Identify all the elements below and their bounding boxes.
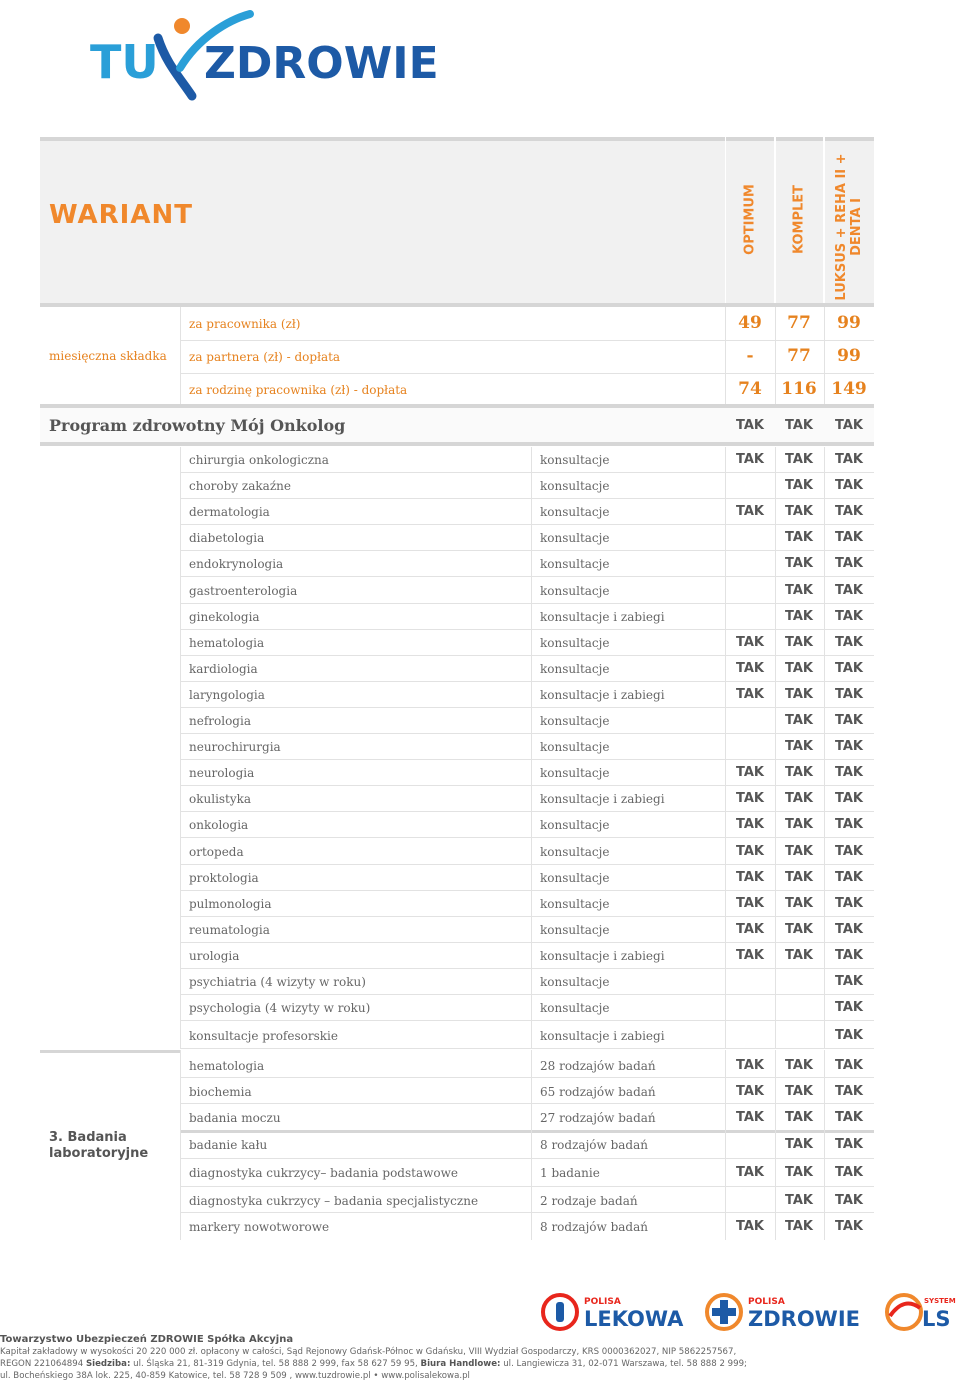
footer-line2: REGON 221064894 Siedziba: ul. Śląska 21, 81-319 Gdynia, tel. 58 888 2 999, fax 58 627 59 95, Biura Handlowe: ul. Langiewicza 31, 02-071 Warszawa, tel. 58 888 2 999;	[0, 1359, 747, 1369]
consultation-value: TAK	[736, 452, 764, 467]
consultation-name: ortopeda	[189, 845, 244, 859]
consultation-value: TAK	[835, 974, 863, 989]
row-divider	[180, 1103, 874, 1104]
header-separator	[40, 303, 874, 307]
consultation-value: TAK	[835, 1000, 863, 1015]
lab-type: 1 badanie	[540, 1166, 600, 1180]
consultation-name: diabetologia	[189, 531, 265, 545]
row-divider	[180, 655, 874, 656]
consultation-name: chirurgia onkologiczna	[189, 453, 329, 467]
premium-value: 99	[837, 346, 861, 366]
premium-row-label: za pracownika (zł)	[189, 317, 301, 331]
lab-value: TAK	[835, 1193, 863, 1208]
consultation-type: konsultacje	[540, 923, 610, 937]
row-divider	[180, 524, 874, 525]
row-divider	[180, 916, 874, 917]
lab-name: hematologia	[189, 1059, 265, 1073]
consultation-name: laryngologia	[189, 688, 265, 702]
consultation-value: TAK	[785, 687, 813, 702]
consultation-type: konsultacje i zabiegi	[540, 1029, 665, 1043]
consultation-type: konsultacje	[540, 584, 610, 598]
svg-text:SYSTEM: SYSTEM	[924, 1297, 956, 1305]
lab-type: 8 rodzajów badań	[540, 1138, 648, 1152]
consultation-name: konsultacje profesorskie	[189, 1029, 338, 1043]
lab-value: TAK	[835, 1084, 863, 1099]
lab-label: 3. Badania laboratoryjne	[49, 1130, 149, 1161]
lab-value: TAK	[736, 1084, 764, 1099]
lab-value: TAK	[785, 1084, 813, 1099]
consultation-value: TAK	[736, 844, 764, 859]
row-divider	[180, 733, 874, 734]
row-divider	[180, 1158, 874, 1159]
row-divider	[180, 1020, 874, 1021]
consultation-name: psychologia (4 wizyty w roku)	[189, 1001, 371, 1015]
lab-value: TAK	[835, 1110, 863, 1125]
lab-value: TAK	[736, 1165, 764, 1180]
consultation-value: TAK	[835, 556, 863, 571]
consultation-name: endokrynologia	[189, 557, 284, 571]
row-divider	[180, 994, 874, 995]
consultation-type: konsultacje	[540, 714, 610, 728]
consultation-value: TAK	[785, 504, 813, 519]
lab-type: 65 rodzajów badań	[540, 1085, 656, 1099]
consultation-name: urologia	[189, 949, 240, 963]
row-divider	[180, 681, 874, 682]
consultation-type: konsultacje	[540, 662, 610, 676]
col-divider	[824, 1050, 825, 1240]
program-value: TAK	[785, 418, 813, 433]
row-divider	[180, 968, 874, 969]
consultation-type: konsultacje	[540, 1001, 610, 1015]
row-divider	[180, 837, 874, 838]
consultation-value: TAK	[785, 844, 813, 859]
consultation-type: konsultacje	[540, 479, 610, 493]
consultation-value: TAK	[736, 791, 764, 806]
consultation-name: ginekologia	[189, 610, 260, 624]
lab-value: TAK	[785, 1137, 813, 1152]
svg-text:ZDROWIE: ZDROWIE	[204, 38, 439, 89]
row-divider	[180, 1048, 874, 1049]
row-divider	[180, 1212, 874, 1213]
premium-value: 49	[738, 313, 762, 333]
row-divider	[180, 603, 874, 604]
col-divider	[725, 447, 726, 1049]
col-divider	[775, 1050, 776, 1240]
svg-text:LS: LS	[922, 1307, 951, 1331]
consultation-value: TAK	[835, 870, 863, 885]
consultation-value: TAK	[785, 478, 813, 493]
consultation-name: pulmonologia	[189, 897, 272, 911]
consultation-value: TAK	[785, 556, 813, 571]
row-divider	[180, 707, 874, 708]
row-divider	[180, 498, 874, 499]
lab-value: TAK	[785, 1193, 813, 1208]
consultation-name: reumatologia	[189, 923, 270, 937]
consultation-value: TAK	[736, 661, 764, 676]
lab-value: TAK	[785, 1165, 813, 1180]
consultation-value: TAK	[835, 1028, 863, 1043]
consultation-value: TAK	[835, 635, 863, 650]
consultation-value: TAK	[736, 817, 764, 832]
lab-type: 8 rodzajów badań	[540, 1220, 648, 1234]
consultation-value: TAK	[835, 817, 863, 832]
col-divider	[180, 307, 181, 404]
tu-zdrowie-logo	[88, 8, 458, 103]
consultation-name: okulistyka	[189, 792, 252, 806]
lab-value: TAK	[835, 1058, 863, 1073]
system-ls-logo	[884, 1290, 958, 1332]
consultation-name: proktologia	[189, 871, 259, 885]
page-title: WARIANT	[49, 200, 193, 230]
consultation-value: TAK	[835, 504, 863, 519]
consultation-name: neurologia	[189, 766, 255, 780]
premium-label: miesięczna składka	[49, 349, 167, 363]
consultation-value: TAK	[785, 530, 813, 545]
row-divider	[180, 576, 874, 577]
consultation-value: TAK	[736, 635, 764, 650]
consultation-value: TAK	[785, 609, 813, 624]
col-divider	[775, 447, 776, 1049]
lab-name: diagnostyka cukrzycy – badania specjalistyczne	[189, 1194, 479, 1208]
col-divider	[180, 1050, 181, 1240]
lab-name: badania moczu	[189, 1111, 281, 1125]
premium-value: 74	[738, 379, 762, 399]
consultation-type: konsultacje	[540, 871, 610, 885]
consultation-type: konsultacje i zabiegi	[540, 949, 665, 963]
program-value: TAK	[835, 418, 863, 433]
consultation-value: TAK	[736, 922, 764, 937]
consultation-type: konsultacje i zabiegi	[540, 792, 665, 806]
consultation-value: TAK	[835, 609, 863, 624]
premium-value: 149	[831, 379, 867, 399]
row-divider	[180, 942, 874, 943]
consultation-value: TAK	[736, 504, 764, 519]
col-divider	[180, 447, 181, 1049]
consultation-value: TAK	[785, 896, 813, 911]
consultation-name: dermatologia	[189, 505, 270, 519]
lab-type: 28 rodzajów badań	[540, 1059, 656, 1073]
svg-text:TU: TU	[90, 35, 159, 89]
row-divider	[180, 864, 874, 865]
footer-company: Towarzystwo Ubezpieczeń ZDROWIE Spółka Akcyjna	[0, 1334, 294, 1345]
consultation-value: TAK	[835, 661, 863, 676]
consultation-name: neurochirurgia	[189, 740, 281, 754]
consultation-value: TAK	[785, 817, 813, 832]
premium-value: 77	[787, 346, 811, 366]
row-divider	[180, 811, 874, 812]
lab-separator	[40, 1050, 180, 1053]
lab-value: TAK	[736, 1058, 764, 1073]
row-divider	[180, 759, 874, 760]
consultation-value: TAK	[736, 687, 764, 702]
consultation-type: konsultacje	[540, 740, 610, 754]
col-divider	[775, 307, 776, 404]
premium-value: 99	[837, 313, 861, 333]
footer-legal	[0, 1334, 830, 1382]
consultation-name: hematologia	[189, 636, 265, 650]
row-divider	[180, 550, 874, 551]
premium-value: -	[746, 346, 754, 366]
consultation-name: onkologia	[189, 818, 249, 832]
consultation-type: konsultacje	[540, 975, 610, 989]
polisa-zdrowie-logo	[704, 1290, 869, 1332]
consultation-value: TAK	[835, 896, 863, 911]
consultation-value: TAK	[835, 583, 863, 598]
consultation-type: konsultacje	[540, 636, 610, 650]
consultation-value: TAK	[785, 765, 813, 780]
lab-value: TAK	[835, 1219, 863, 1234]
consultation-name: psychiatria (4 wizyty w roku)	[189, 975, 366, 989]
row-divider	[180, 1186, 874, 1187]
consultation-type: konsultacje	[540, 818, 610, 832]
consultation-value: TAK	[736, 870, 764, 885]
svg-text:LEKOWA: LEKOWA	[584, 1307, 684, 1331]
consultation-value: TAK	[736, 896, 764, 911]
consultation-value: TAK	[835, 765, 863, 780]
consultation-value: TAK	[785, 713, 813, 728]
premium-value: 116	[781, 379, 817, 399]
column-header-komplet: KOMPLET	[791, 184, 807, 255]
lab-name: markery nowotworowe	[189, 1220, 330, 1234]
consultation-name: nefrologia	[189, 714, 251, 728]
consultation-value: TAK	[835, 478, 863, 493]
consultation-value: TAK	[785, 661, 813, 676]
lab-value: TAK	[835, 1137, 863, 1152]
consultation-type: konsultacje i zabiegi	[540, 688, 665, 702]
lab-value: TAK	[785, 1219, 813, 1234]
consultation-type: konsultacje	[540, 531, 610, 545]
lab-value: TAK	[736, 1110, 764, 1125]
consultation-type: konsultacje	[540, 897, 610, 911]
lab-type: 2 rodzaje badań	[540, 1194, 638, 1208]
consultation-value: TAK	[835, 844, 863, 859]
consultation-value: TAK	[785, 922, 813, 937]
premium-value: 77	[787, 313, 811, 333]
program-separator	[40, 442, 874, 446]
consultation-name: choroby zakaźne	[189, 479, 291, 493]
lab-value: TAK	[785, 1110, 813, 1125]
row-divider	[180, 629, 874, 630]
consultation-value: TAK	[785, 739, 813, 754]
consultation-value: TAK	[835, 687, 863, 702]
consultation-type: konsultacje i zabiegi	[540, 610, 665, 624]
col-divider	[725, 1050, 726, 1240]
consultation-value: TAK	[835, 530, 863, 545]
col-divider	[824, 307, 825, 404]
svg-text:ZDROWIE: ZDROWIE	[748, 1307, 861, 1331]
consultation-type: konsultacje	[540, 557, 610, 571]
footer-line1: Kapitał zakładowy w wysokości 20 220 000 zł. opłacony w całości, Sąd Rejonowy Gdańsk-Północ w Gdańsku, VIII Wydział Gospodarczy, KRS 0000362027, NIP 5862257567,	[0, 1347, 737, 1357]
row-divider	[180, 785, 874, 786]
consultation-name: gastroenterologia	[189, 584, 298, 598]
lab-type: 27 rodzajów badań	[540, 1111, 656, 1125]
consultation-value: TAK	[835, 922, 863, 937]
lab-value: TAK	[835, 1165, 863, 1180]
consultation-value: TAK	[736, 948, 764, 963]
consultation-value: TAK	[785, 583, 813, 598]
svg-text:POLISA: POLISA	[748, 1297, 785, 1307]
consultation-type: konsultacje	[540, 505, 610, 519]
col-divider	[824, 447, 825, 1049]
premium-row-label: za partnera (zł) - dopłata	[189, 350, 341, 364]
program-value: TAK	[736, 418, 764, 433]
row-divider	[180, 340, 874, 341]
consultation-value: TAK	[835, 948, 863, 963]
row-divider	[180, 1130, 874, 1133]
row-divider	[180, 373, 874, 374]
column-header-luksus: LUKSUS + REHA II + DENTA I	[834, 153, 864, 301]
row-divider	[180, 890, 874, 891]
consultation-value: TAK	[736, 765, 764, 780]
column-header-optimum: OPTIMUM	[742, 184, 758, 255]
consultation-name: kardiologia	[189, 662, 258, 676]
consultation-value: TAK	[785, 791, 813, 806]
svg-text:POLISA: POLISA	[584, 1297, 621, 1307]
footer-line3: ul. Bocheńskiego 38A lok. 225, 40-859 Katowice, tel. 58 728 9 509 , www.tuzdrowie.pl • www.polisalekowa.pl	[0, 1371, 470, 1381]
program-title: Program zdrowotny Mój Onkolog	[49, 416, 346, 435]
lab-name: biochemia	[189, 1085, 252, 1099]
lab-name: badanie kału	[189, 1138, 268, 1152]
consultation-value: TAK	[835, 791, 863, 806]
consultation-value: TAK	[835, 452, 863, 467]
lab-value: TAK	[736, 1219, 764, 1234]
col-divider	[725, 307, 726, 404]
col-divider	[531, 1050, 532, 1240]
lab-name: diagnostyka cukrzycy– badania podstawowe	[189, 1166, 458, 1180]
consultation-type: konsultacje	[540, 453, 610, 467]
consultation-value: TAK	[785, 452, 813, 467]
consultation-value: TAK	[785, 870, 813, 885]
consultation-type: konsultacje	[540, 845, 610, 859]
consultation-value: TAK	[785, 948, 813, 963]
lab-value: TAK	[785, 1058, 813, 1073]
consultation-value: TAK	[835, 739, 863, 754]
consultation-value: TAK	[785, 635, 813, 650]
polisa-lekowa-logo	[540, 1290, 690, 1332]
col-divider	[531, 447, 532, 1049]
premium-row-label: za rodzinę pracownika (zł) - dopłata	[189, 383, 408, 397]
consultation-value: TAK	[835, 713, 863, 728]
row-divider	[180, 1077, 874, 1078]
row-divider	[180, 472, 874, 473]
consultation-type: konsultacje	[540, 766, 610, 780]
